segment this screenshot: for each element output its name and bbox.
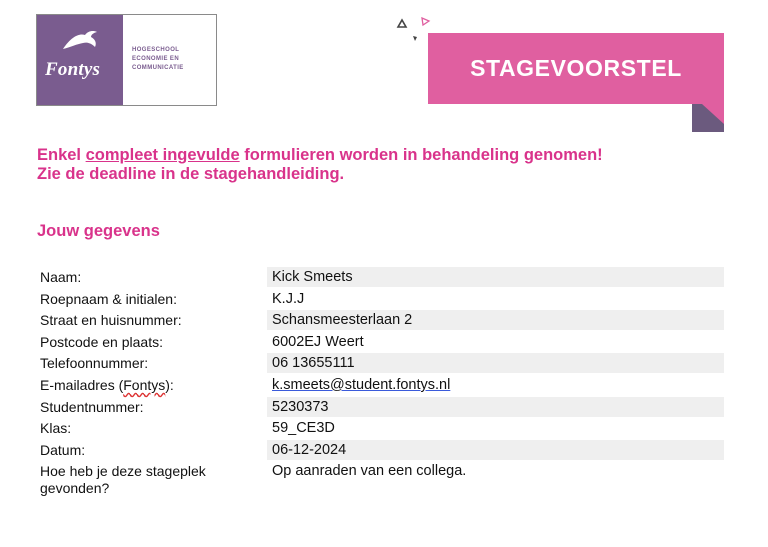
- logo-mark: [37, 15, 123, 105]
- notice-post: formulieren worden in behandeling genomen!: [239, 146, 603, 164]
- field-label: [36, 375, 267, 394]
- form-row-postcode: [36, 332, 724, 354]
- header-banner: [428, 33, 724, 104]
- field-label: Klas:: [40, 420, 72, 437]
- field-label: Telefoonnummer:: [40, 355, 149, 372]
- section-title: Jouw gegevens: [37, 222, 160, 240]
- email-label-word: Fontys: [123, 376, 166, 393]
- field-label: Hoe heb je deze stageplek gevonden?: [40, 463, 206, 497]
- form-row-klas: [36, 418, 724, 440]
- postcode-field[interactable]: 6002EJ Weert: [272, 333, 364, 350]
- student-number-field[interactable]: 5230373: [267, 397, 724, 417]
- logo-line-2: ECONOMIE EN: [132, 56, 180, 62]
- form-row-roepnaam: [36, 289, 724, 311]
- notice-line-1: [37, 146, 603, 165]
- email-link[interactable]: k.smeets@student.fontys.nl: [272, 376, 451, 393]
- field-label: Datum:: [40, 441, 86, 458]
- phone-field[interactable]: 06 13655111: [267, 353, 724, 373]
- fontys-logo: [36, 14, 217, 106]
- notice-emphasis: compleet ingevulde: [85, 146, 240, 164]
- form-row-telefoon: [36, 353, 724, 375]
- field-label: Studentnummer:: [40, 398, 144, 415]
- field-label: Postcode en plaats:: [40, 333, 163, 350]
- page-title: STAGEVOORSTEL: [470, 55, 682, 81]
- form-row-studentnummer: [36, 397, 724, 419]
- email-field[interactable]: [267, 375, 724, 395]
- form-row-email: [36, 375, 724, 397]
- field-label: Naam:: [40, 269, 82, 285]
- banner-corner-icon: [692, 104, 724, 132]
- field-label: Roepnaam & initialen:: [40, 290, 177, 307]
- nickname-field[interactable]: K.J.J: [272, 290, 305, 307]
- date-field[interactable]: 06-12-2024: [267, 440, 724, 460]
- email-label-post: ):: [165, 376, 174, 393]
- intro-notice: [37, 146, 603, 184]
- logo-line-3: COMMUNICATIE: [132, 65, 184, 71]
- found-via-field[interactable]: Op aanraden van een collega.: [272, 463, 467, 480]
- form-row-naam: [36, 267, 724, 289]
- form-row-straat: [36, 310, 724, 332]
- logo-subtitle: [123, 15, 184, 105]
- street-field[interactable]: Schansmeesterlaan 2: [267, 310, 724, 330]
- bird-icon: [61, 29, 101, 57]
- name-field[interactable]: Kick Smeets: [267, 267, 724, 287]
- email-label-pre: E-mailadres (: [40, 376, 124, 393]
- logo-line-1: HOGESCHOOL: [132, 47, 180, 53]
- notice-pre: Enkel: [37, 146, 86, 164]
- field-label: Straat en huisnummer:: [40, 312, 182, 329]
- notice-line-2: Zie de deadline in de stagehandleiding.: [37, 165, 345, 183]
- class-field[interactable]: 59_CE3D: [272, 420, 335, 437]
- logo-wordmark: Fontys: [45, 59, 101, 80]
- student-details-form: [36, 267, 724, 501]
- form-row-datum: [36, 440, 724, 462]
- form-row-gevonden: [36, 461, 724, 501]
